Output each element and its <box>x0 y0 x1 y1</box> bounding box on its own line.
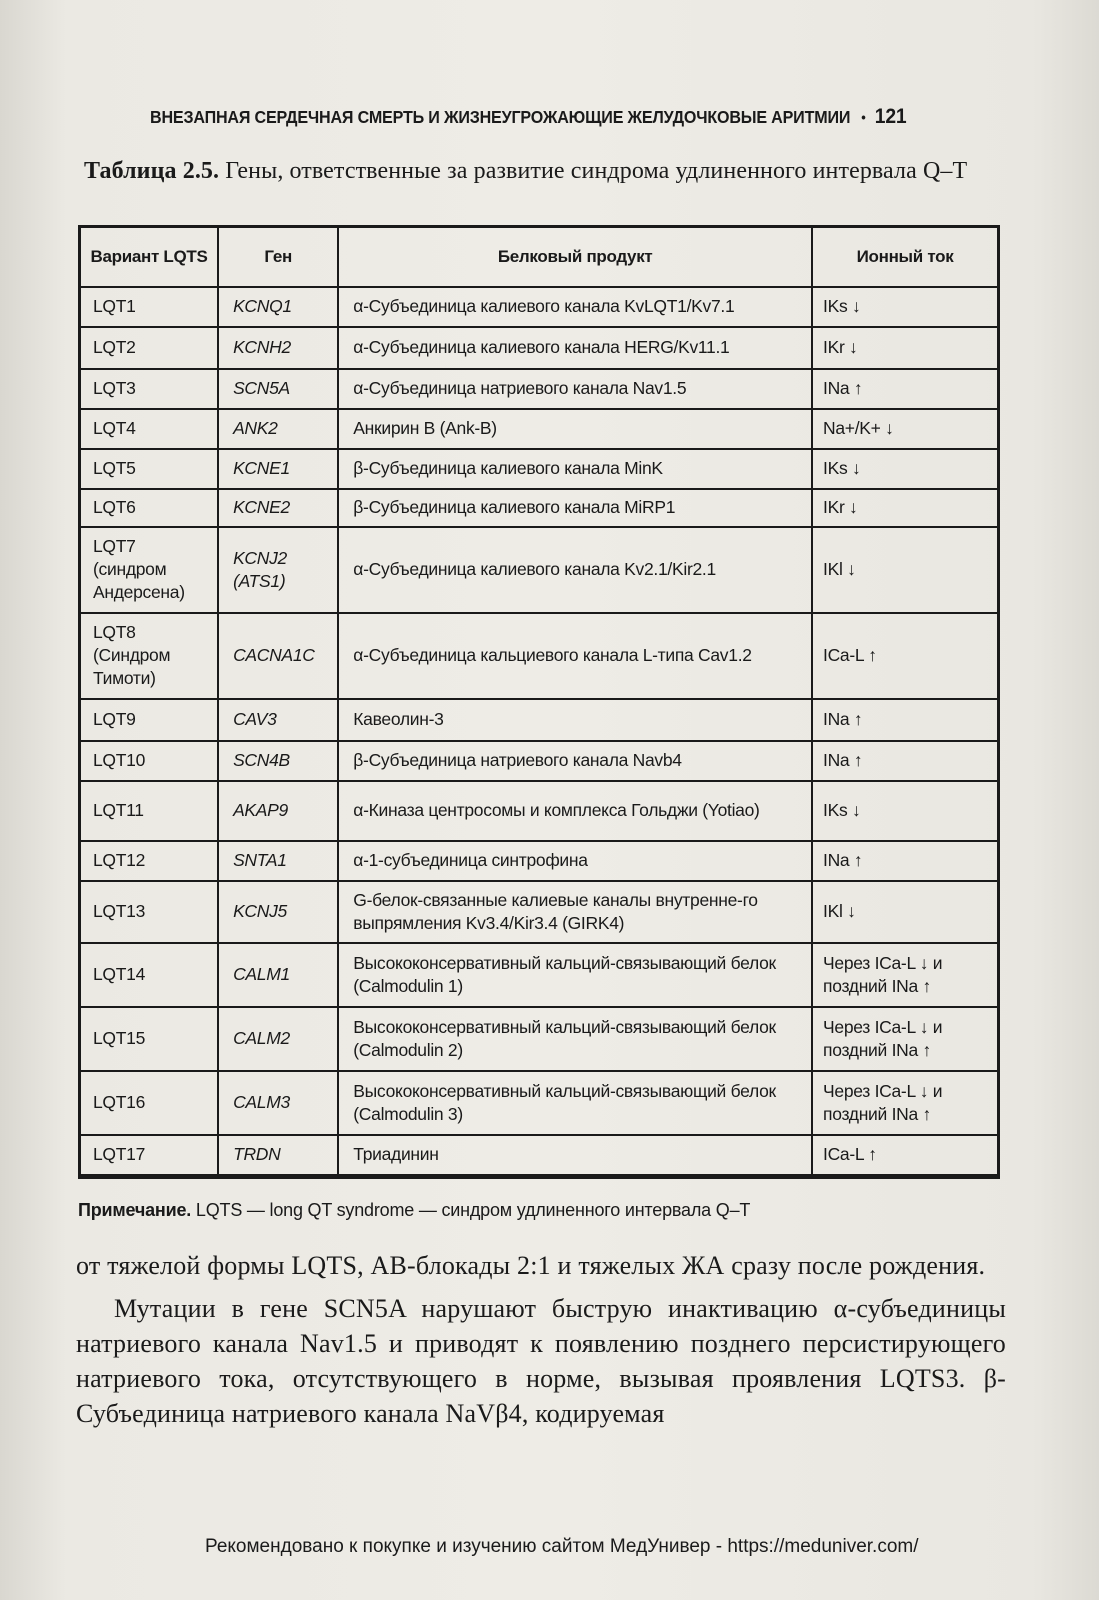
body-paragraph-1: от тяжелой формы LQTS, АВ-блокады 2:1 и тяжелых ЖА сразу после рождения. <box>76 1251 986 1280</box>
table-row <box>80 489 999 527</box>
cell-gene: SCN5A <box>218 369 338 409</box>
cell-gene: KCNQ1 <box>218 287 338 327</box>
table-body <box>80 287 999 1175</box>
table-row <box>80 287 999 327</box>
cell-variant: LQT3 <box>80 369 219 409</box>
cell-protein-product: α-Субъединица натриевого канала Nav1.5 <box>338 369 812 409</box>
cell-ion-current: IKl ↓ <box>812 881 998 943</box>
cell-protein-product: Высококонсервативный кальций-связывающий белок (Calmodulin 3) <box>338 1071 812 1135</box>
table-note <box>78 1200 1008 1221</box>
cell-ion-current: IKr ↓ <box>812 489 998 527</box>
cell-gene: KCNE1 <box>218 449 338 489</box>
cell-ion-current: IKr ↓ <box>812 327 998 369</box>
cell-gene: TRDN <box>218 1135 338 1175</box>
cell-variant: LQT5 <box>80 449 219 489</box>
table-row <box>80 449 999 489</box>
header-variant: Вариант LQTS <box>80 227 219 287</box>
cell-protein-product: Триадинин <box>338 1135 812 1175</box>
cell-gene: SNTA1 <box>218 841 338 881</box>
cell-ion-current: INa ↑ <box>812 741 998 781</box>
table-caption-text: Гены, ответственные за развитие синдрома удлиненного интервала Q–T <box>225 158 968 184</box>
cell-ion-current: ICa-L ↑ <box>812 1135 998 1175</box>
cell-variant: LQT14 <box>80 943 219 1007</box>
cell-gene: CACNA1C <box>218 613 338 699</box>
cell-variant: LQT7 (синдром Андерсена) <box>80 527 219 613</box>
page-number: 121 <box>874 105 907 128</box>
table-row <box>80 699 999 741</box>
table-row <box>80 613 999 699</box>
cell-gene: KCNJ5 <box>218 881 338 943</box>
cell-ion-current: INa ↑ <box>812 841 998 881</box>
body-text <box>76 1248 1006 1439</box>
cell-protein-product: α-1-субъединица синтрофина <box>338 841 812 881</box>
cell-protein-product: β-Субъединица калиевого канала MinK <box>338 449 812 489</box>
running-head-title: ВНЕЗАПНАЯ СЕРДЕЧНАЯ СМЕРТЬ И ЖИЗНЕУГРОЖАЮЩИЕ ЖЕЛУДОЧКОВЫЕ АРИТМИИ <box>150 106 851 127</box>
cell-gene: KCNJ2 (ATS1) <box>218 527 338 613</box>
header-gene: Ген <box>218 227 338 287</box>
cell-ion-current: INa ↑ <box>812 369 998 409</box>
cell-gene: AKAP9 <box>218 781 338 841</box>
cell-protein-product: Анкирин B (Ank-B) <box>338 409 812 449</box>
cell-gene: ANK2 <box>218 409 338 449</box>
table-row <box>80 369 999 409</box>
cell-protein-product: α-Субъединица калиевого канала HERG/Kv11.1 <box>338 327 812 369</box>
cell-variant: LQT17 <box>80 1135 219 1175</box>
table-note-label: Примечание. <box>78 1200 192 1220</box>
header-protein-product: Белковый продукт <box>338 227 812 287</box>
cell-ion-current: ICa-L ↑ <box>812 613 998 699</box>
cell-ion-current: IKs ↓ <box>812 781 998 841</box>
table-caption-label: Таблица 2.5. <box>84 158 220 184</box>
cell-ion-current: IKs ↓ <box>812 449 998 489</box>
running-head <box>150 102 932 132</box>
cell-variant: LQT9 <box>80 699 219 741</box>
table-row <box>80 327 999 369</box>
cell-protein-product: α-Субъединица кальциевого канала L-типа Cav1.2 <box>338 613 812 699</box>
cell-variant: LQT2 <box>80 327 219 369</box>
cell-ion-current: INa ↑ <box>812 699 998 741</box>
cell-variant: LQT15 <box>80 1007 219 1071</box>
cell-protein-product: β-Субъединица натриевого канала Navb4 <box>338 741 812 781</box>
table-row <box>80 1135 999 1175</box>
table-row <box>80 881 999 943</box>
cell-variant: LQT1 <box>80 287 219 327</box>
cell-protein-product: G-белок-связанные калиевые каналы внутренне-го выпрямления Kv3.4/Kir3.4 (GIRK4) <box>338 881 812 943</box>
cell-ion-current: Через ICa-L ↓ и поздний INa ↑ <box>812 1007 998 1071</box>
cell-protein-product: α-Субъединица калиевого канала KvLQT1/Kv7.1 <box>338 287 812 327</box>
cell-variant: LQT4 <box>80 409 219 449</box>
cell-variant: LQT12 <box>80 841 219 881</box>
cell-protein-product: α-Киназа центросомы и комплекса Гольджи (Yotiao) <box>338 781 812 841</box>
table-row <box>80 527 999 613</box>
body-paragraph-2: Мутации в гене SCN5A нарушают быструю инактивацию α-субъединицы натриевого канала Nav1.5 и приводят к появлению позднего персистирующего натриевого тока, отсутствующего в норме, вызывая проявления LQTS3. β-Субъединица натриевого канала NaVβ4, кодируемая <box>76 1294 1006 1428</box>
cell-protein-product: Высококонсервативный кальций-связывающий белок (Calmodulin 2) <box>338 1007 812 1071</box>
table-row <box>80 741 999 781</box>
cell-ion-current: IKs ↓ <box>812 287 998 327</box>
table-row <box>80 841 999 881</box>
cell-protein-product: α-Субъединица калиевого канала Kv2.1/Kir2.1 <box>338 527 812 613</box>
cell-variant: LQT16 <box>80 1071 219 1135</box>
cell-protein-product: Высококонсервативный кальций-связывающий белок (Calmodulin 1) <box>338 943 812 1007</box>
cell-gene: CALM3 <box>218 1071 338 1135</box>
cell-gene: SCN4B <box>218 741 338 781</box>
cell-protein-product: Кавеолин-3 <box>338 699 812 741</box>
cell-variant: LQT8 (Синдром Тимоти) <box>80 613 219 699</box>
cell-ion-current: Через ICa-L ↓ и поздний INa ↑ <box>812 1071 998 1135</box>
cell-variant: LQT11 <box>80 781 219 841</box>
bullet-separator: • <box>861 109 866 125</box>
table-caption <box>84 158 1004 185</box>
cell-ion-current: Через ICa-L ↓ и поздний INa ↑ <box>812 943 998 1007</box>
cell-protein-product: β-Субъединица калиевого канала MiRP1 <box>338 489 812 527</box>
lqts-genes-table <box>78 225 1000 1176</box>
cell-gene: KCNH2 <box>218 327 338 369</box>
cell-ion-current: IKl ↓ <box>812 527 998 613</box>
cell-variant: LQT6 <box>80 489 219 527</box>
table-note-text: LQTS — long QT syndrome — синдром удлиненного интервала Q–T <box>195 1200 751 1220</box>
header-ion-current: Ионный ток <box>812 227 998 287</box>
cell-variant: LQT10 <box>80 741 219 781</box>
table-header-row <box>80 227 999 287</box>
table-row <box>80 1071 999 1135</box>
table-row <box>80 781 999 841</box>
lqts-table-wrapper <box>78 225 1000 1179</box>
table-row <box>80 943 999 1007</box>
table-row <box>80 1007 999 1071</box>
cell-gene: CALM1 <box>218 943 338 1007</box>
cell-ion-current: Na+/K+ ↓ <box>812 409 998 449</box>
cell-variant: LQT13 <box>80 881 219 943</box>
cell-gene: CALM2 <box>218 1007 338 1071</box>
cell-gene: KCNE2 <box>218 489 338 527</box>
footer-recommendation: Рекомендовано к покупке и изучению сайтом МедУнивер - https://meduniver.com/ <box>205 1536 919 1557</box>
table-row <box>80 409 999 449</box>
cell-gene: CAV3 <box>218 699 338 741</box>
